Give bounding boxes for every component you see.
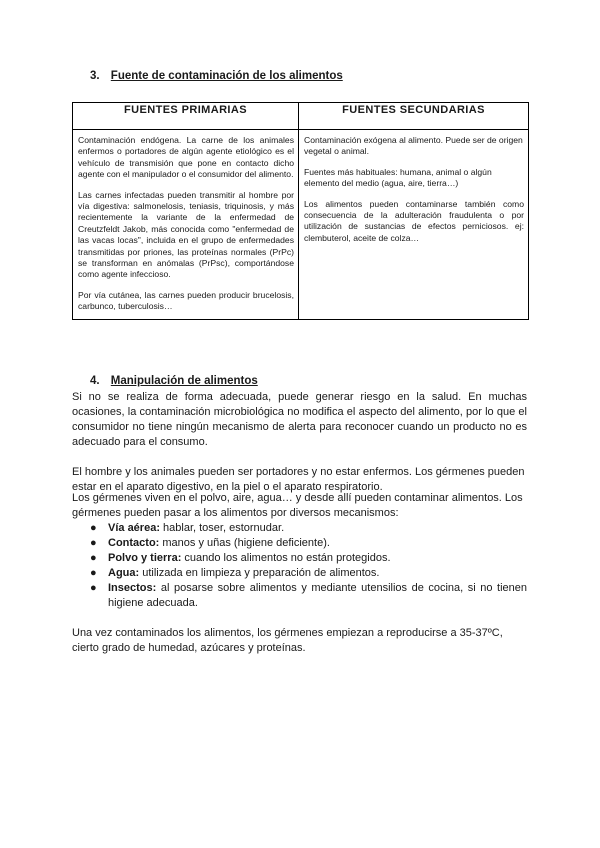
secondary-paragraph: Fuentes más habituales: humana, animal o algún elemento del medio (agua, aire, tierra…)	[304, 166, 492, 189]
bullet-icon: ●	[90, 537, 97, 550]
paragraph-carriers: El hombre y los animales pueden ser portadores y no estar enfermos. Los gérmenes pueden estar en el aparato digestivo, en la piel o el aparato respiratorio.	[72, 466, 525, 494]
primary-paragraph: Las carnes infectadas pueden transmitir al hombre por vía digestiva: salmonelosis, teniasis, triquinosis, y más recientemente la variante de la enfermedad de Creutzfeldt Jakob, más conocida como "enfermedad de las vacas locas", incluida en el grupo de enfermedades transmitidas por priones, las proteínas normales (PrPc) se transforman en anómalas (PrPsc), comportándose como agente infeccioso.	[78, 189, 294, 280]
mechanisms-list	[90, 521, 527, 612]
mechanism-term: Agua:	[108, 567, 140, 580]
primary-sources-cell	[73, 130, 299, 320]
mechanism-text: utilizada en limpieza y preparación de alimentos.	[139, 567, 380, 580]
section-4-heading	[90, 375, 258, 387]
list-item	[90, 566, 527, 581]
section-3-title: Fuente de contaminación de los alimentos	[110, 70, 343, 82]
mechanism-text: cuando los alimentos no están protegidos.	[181, 552, 391, 565]
table-body-row	[73, 130, 529, 320]
bullet-icon: ●	[90, 522, 97, 534]
secondary-paragraph: Contaminación exógena al alimento. Puede ser de origen vegetal o animal.	[304, 135, 523, 157]
table-header-row	[73, 103, 529, 130]
bullet-icon: ●	[90, 582, 97, 595]
list-item	[90, 581, 527, 611]
paragraph-reproduction: Una vez contaminados los alimentos, los gérmenes empiezan a reproducirse a 35-37ºC, cierto grado de humedad, azúcares y proteínas.	[72, 627, 503, 655]
primary-paragraph: Por vía cutánea, las carnes pueden producir brucelosis, carbunco, tuberculosis…	[78, 289, 294, 312]
bullet-icon: ●	[90, 567, 97, 580]
contamination-sources-table	[72, 102, 529, 320]
list-item	[90, 536, 527, 551]
section-3-number: 3.	[90, 70, 100, 82]
secondary-sources-cell	[299, 130, 529, 320]
primary-paragraph: Contaminación endógena. La carne de los animales enfermos o portadores de algún agente etiológico es el vehículo de transmisión que pone en contacto dicho agente con el manipulador o el consumidor del alimento.	[78, 135, 294, 180]
mechanism-text: hablar, toser, estornudar.	[159, 522, 285, 534]
secondary-paragraph: Los alimentos pueden contaminarse también como consecuencia de la adulteración fraudulenta o por utilización de sustancias de efectos perniciosos. ej: clembuterol, aceite de colza…	[304, 198, 524, 243]
header-secondary-sources: FUENTES SECUNDARIAS	[299, 103, 529, 130]
paragraph-risk: Si no se realiza de forma adecuada, puede generar riesgo en la salud. En muchas ocasiones, la contaminación microbiológica no modifica el aspecto del alimento, por lo que el consumidor no tiene ningún mecanismo de alerta para reconocer cuando un producto no es adecuado para el consumo.	[72, 391, 527, 449]
mechanism-text: al posarse sobre alimentos y mediante utensilios de cocina, si no tienen higiene adecuada.	[108, 582, 527, 610]
header-primary-sources: FUENTES PRIMARIAS	[73, 103, 299, 130]
mechanism-term: Polvo y tierra:	[108, 552, 182, 565]
mechanism-term: Insectos:	[108, 582, 157, 595]
mechanism-text: manos y uñas (higiene deficiente).	[159, 537, 330, 550]
list-item	[90, 521, 527, 536]
mechanism-term: Contacto:	[108, 537, 160, 550]
section-3-heading	[90, 70, 343, 82]
mechanism-term: Vía aérea:	[108, 522, 160, 534]
list-item	[90, 551, 527, 566]
section-4-title: Manipulación de alimentos	[110, 375, 258, 387]
bullet-icon: ●	[90, 552, 97, 565]
section-4-number: 4.	[90, 375, 100, 387]
paragraph-germs: Los gérmenes viven en el polvo, aire, agua… y desde allí pueden contaminar alimentos. Los gérmenes pueden pasar a los alimentos por diversos mecanismos:	[72, 492, 523, 520]
